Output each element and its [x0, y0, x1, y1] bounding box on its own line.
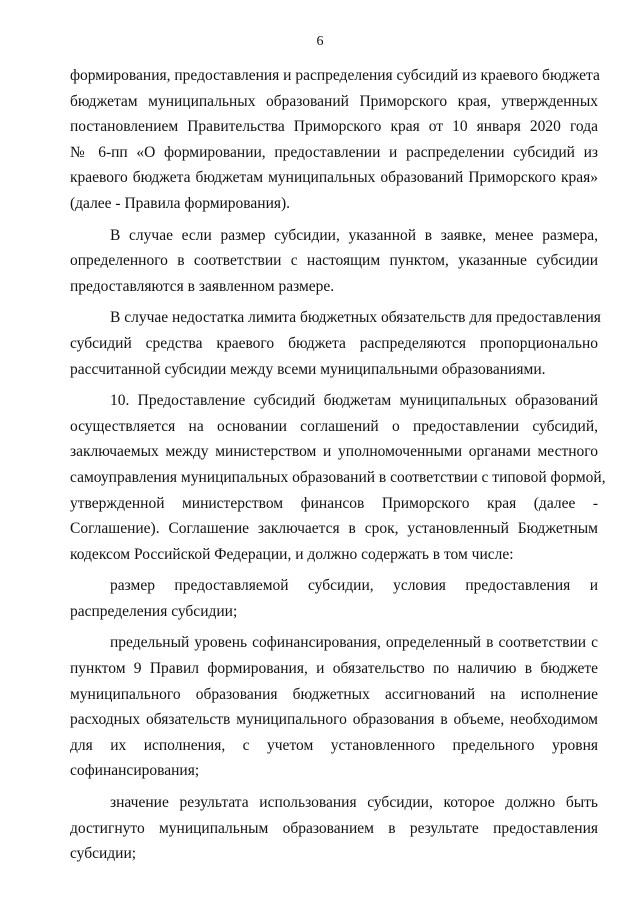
paragraph-line: субсидии; [70, 845, 137, 863]
paragraph-line: 10. Предоставление субсидий бюджетам муниципальных образований [110, 392, 598, 410]
paragraph [70, 223, 598, 300]
paragraph-line: для их исполнения, с учетом установленного предельного уровня [70, 736, 598, 754]
paragraph-line: В случае если размер субсидии, указанной в заявке, менее размера, [110, 226, 598, 244]
paragraph [70, 305, 601, 382]
paragraph-line: предельный уровень софинансирования, определенный в соответствии с [110, 634, 598, 652]
paragraph-line: краевого бюджета бюджетам муниципальных образований Приморского края» [70, 169, 598, 187]
paragraph [70, 630, 598, 784]
paragraph-line: формирования, предоставления и распределения субсидий из краевого бюджета [70, 67, 600, 84]
paragraph-line: постановлением Правительства Приморского края от 10 января 2020 года [70, 118, 598, 136]
paragraph-line: софинансирования; [70, 762, 200, 780]
paragraph-line: размер предоставляемой субсидии, условия предоставления и [110, 577, 598, 595]
paragraph-line: рассчитанной субсидии между всеми муниципальными образованиями. [70, 360, 546, 378]
paragraph-line: значение результата использования субсидии, которое должно быть [110, 794, 598, 812]
paragraph-line: осуществляется на основании соглашений о предоставлении субсидий, [70, 417, 598, 435]
paragraph-line: № 6-пп «О формировании, предоставлении и распределении субсидий из [70, 143, 598, 161]
paragraph-line: муниципального образования бюджетных ассигнований на исполнение [70, 685, 598, 703]
paragraph-line: (далее - Правила формирования). [70, 194, 291, 212]
paragraph-line: кодексом Российской Федерации, и должно содержать в том числе: [70, 545, 514, 563]
paragraph-line: распределения субсидии; [70, 602, 238, 620]
paragraph [70, 388, 606, 567]
document-body [70, 63, 606, 867]
paragraph-line: расходных обязательств муниципального образования в объеме, необходимом [70, 711, 598, 729]
paragraph-line: утвержденной министерством финансов Приморского края (далее - [70, 494, 598, 512]
paragraph-line: Соглашение). Соглашение заключается в срок, установленный Бюджетным [70, 520, 598, 538]
paragraph-line: определенного в соответствии с настоящим пунктом, указанные субсидии [70, 252, 598, 270]
paragraph-line: предоставляются в заявленном размере. [70, 277, 335, 295]
paragraph-line: пунктом 9 Правил формирования, и обязательство по наличию в бюджете [70, 660, 598, 678]
paragraph [70, 573, 598, 624]
paragraph-line: В случае недостатка лимита бюджетных обязательств для предоставления [110, 309, 601, 327]
paragraph-line: заключаемых между министерством и уполномоченными органами местного [70, 443, 598, 461]
paragraph-line: достигнуто муниципальным образованием в результате предоставления [70, 819, 598, 837]
paragraph-line: бюджетам муниципальных образований Приморского края, утвержденных [70, 92, 598, 110]
paragraph-line: самоуправления муниципальных образований в соответствии с типовой формой, [70, 468, 606, 486]
paragraph [70, 790, 598, 867]
page-number: 6 [316, 34, 324, 49]
paragraph [70, 63, 598, 217]
paragraph-line: субсидий средства краевого бюджета распределяются пропорционально [70, 334, 598, 352]
